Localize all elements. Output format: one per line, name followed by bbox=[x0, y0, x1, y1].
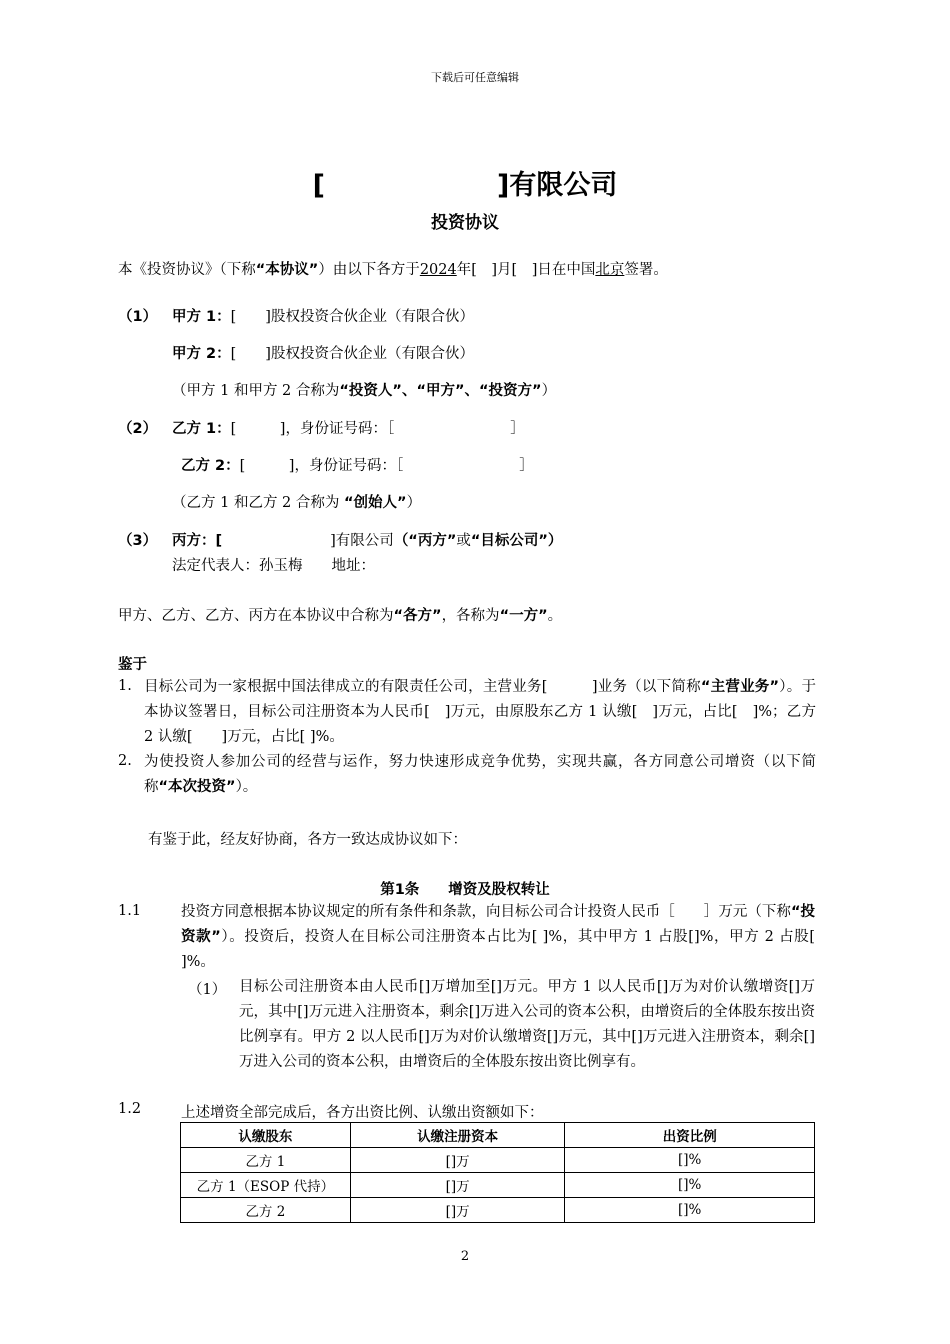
article-1-heading: 第1条 增资及股权转让 bbox=[380, 882, 550, 898]
party-2-number: （2） bbox=[118, 421, 158, 437]
page-number: 2 bbox=[460, 1249, 470, 1264]
party-b-note: （乙方 1 和乙方 2 合称为 “创始人”） bbox=[172, 495, 422, 511]
section-1-2: 上述增资全部完成后，各方出资比例、认缴出资额如下： bbox=[181, 1105, 544, 1121]
table-row bbox=[181, 1148, 815, 1173]
table-header-registered-capital: 认缴注册资本 bbox=[350, 1123, 565, 1148]
whereas-item-1-number: 1. bbox=[118, 678, 132, 694]
whereas-conclusion: 有鉴于此，经友好协商，各方一致达成协议如下： bbox=[148, 832, 467, 848]
section-1-1: 投资方同意根据本协议规定的所有条件和条款，向目标公司合计投资人民币［ ］万元（下称“投资款”）。投资后，投资人在目标公司注册资本占比为[ ]%，其中甲方 1 占股[]%，甲方 2 占股[ ]%。 bbox=[181, 904, 816, 970]
whereas-item-1: 目标公司为一家根据中国法律成立的有限责任公司，主营业务[ ]业务（以下简称“主营业务”）。于本协议签署日，目标公司注册资本为人民币[ ]万元，由原股东乙方 1 认缴[ ]万元，占比[ ]%；乙方 2 认缴[ ]万元，占比[ ]%。 bbox=[144, 679, 817, 745]
section-1-1-number: 1.1 bbox=[118, 903, 142, 919]
party-1-number: （1） bbox=[118, 309, 158, 325]
whereas-heading: 鉴于 bbox=[118, 657, 147, 673]
whereas-item-2-number: 2. bbox=[118, 753, 132, 769]
table-cell: 乙方 1 bbox=[181, 1148, 351, 1173]
table-cell: []% bbox=[565, 1173, 815, 1198]
collective-definition: 甲方、乙方、乙方、丙方在本协议中合称为“各方”，各称为“一方”。 bbox=[118, 608, 563, 624]
table-header-ratio: 出资比例 bbox=[565, 1123, 815, 1148]
party-c-representative: 法定代表人：孙玉梅 地址： bbox=[172, 558, 375, 574]
page-header: 下载后可任意编辑 bbox=[431, 71, 519, 84]
table-header-shareholder: 认缴股东 bbox=[181, 1123, 351, 1148]
section-1-2-number: 1.2 bbox=[118, 1101, 142, 1117]
table-cell: []% bbox=[565, 1198, 815, 1223]
table-cell: []万 bbox=[350, 1198, 565, 1223]
table-cell: 乙方 2 bbox=[181, 1198, 351, 1223]
table-header-row bbox=[181, 1123, 815, 1148]
party-b2: 乙方 2：[ ]，身份证号码：［ ］ bbox=[181, 458, 534, 474]
shareholding-table bbox=[180, 1122, 815, 1223]
document-title: 投资协议 bbox=[431, 213, 499, 233]
table-row bbox=[181, 1198, 815, 1223]
table-row bbox=[181, 1173, 815, 1198]
title-suffix: ]有限公司 bbox=[497, 170, 618, 201]
party-a2: 甲方 2：[ ]股权投资合伙企业（有限合伙） bbox=[172, 346, 474, 362]
party-a-note: （甲方 1 和甲方 2 合称为“投资人”、“甲方”、“投资方”） bbox=[172, 383, 557, 399]
table-cell: []% bbox=[565, 1148, 815, 1173]
section-1-1-1-number: （1） bbox=[188, 982, 227, 998]
party-b1: 乙方 1：[ ]，身份证号码：［ ］ bbox=[172, 421, 525, 437]
party-3-number: （3） bbox=[118, 533, 158, 549]
table-cell: []万 bbox=[350, 1148, 565, 1173]
title-open-bracket: [ bbox=[312, 170, 325, 201]
intro-paragraph: 本《投资协议》（下称“本协议”）由以下各方于2024年[ ]月[ ]日在中国北京签署。 bbox=[118, 262, 668, 278]
party-c: 丙方：[ ]有限公司（“丙方”或“目标公司”） bbox=[172, 533, 563, 549]
whereas-item-2: 为使投资人参加公司的经营与运作，努力快速形成竞争优势，实现共赢，各方同意公司增资（以下简称“本次投资”）。 bbox=[144, 754, 816, 795]
table-cell: 乙方 1（ESOP 代持） bbox=[181, 1173, 351, 1198]
party-a1: 甲方 1：[ ]股权投资合伙企业（有限合伙） bbox=[172, 309, 474, 325]
section-1-1-1: 目标公司注册资本由人民币[]万增加至[]万元。甲方 1 以人民币[]万为对价认缴增资[]万元，其中[]万元进入注册资本，剩余[]万进入公司的资本公积，由增资后的全体股东按出资比例享有。甲方 2 以人民币[]万为对价认缴增资[]万元，其中[]万元进入注册资本，剩余[]万进入公司的资本公积，由增资后的全体股东按出资比例享有。 bbox=[239, 979, 815, 1070]
table-cell: []万 bbox=[350, 1173, 565, 1198]
company-title bbox=[0, 163, 930, 202]
